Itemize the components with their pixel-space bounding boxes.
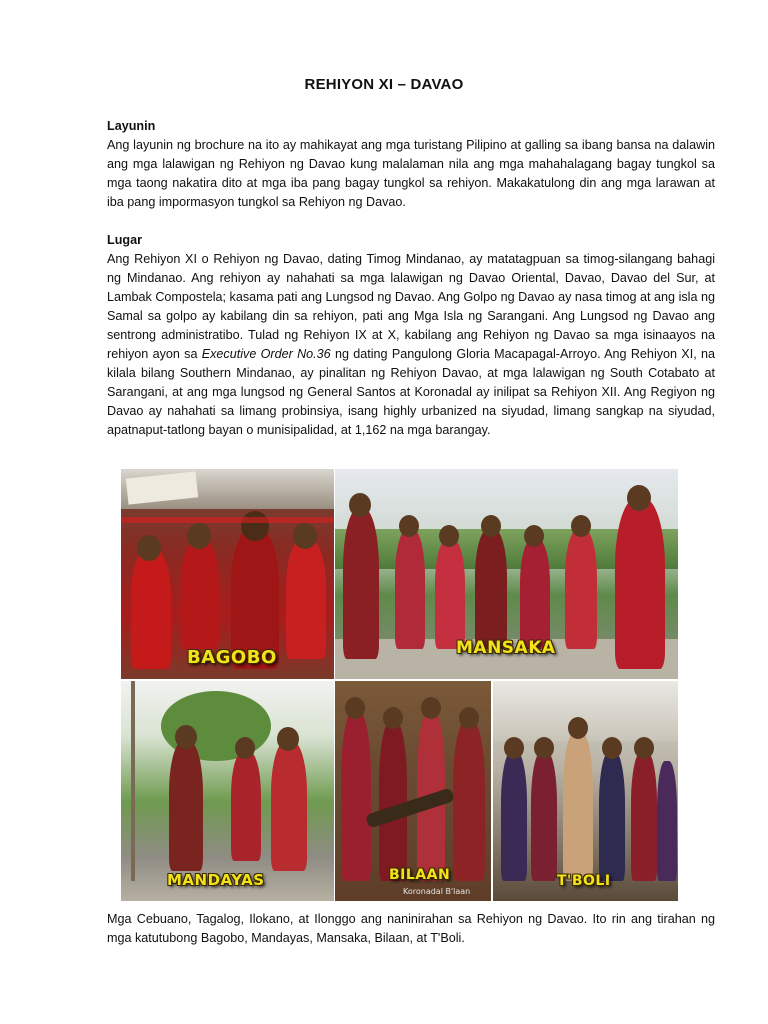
bagobo-caption: BAGOBO — [187, 647, 277, 668]
layunin-paragraph: Ang layunin ng brochure na ito ay mahikayat ang mga turistang Pilipino at galling sa ibang bansa na dalawin ang mga lalawigan ng Rehiyon ng Davao kung malalaman nila ang mga mahahalagang bagay tungkol sa mga taong nakatira dito at mga iba pang bagay tungkol sa rehiyon. Makakatulong din ang mga larawan at iba pang impormasyon tungkol sa Rehiyon ng Davao. — [107, 138, 715, 209]
tribes-photo-collage — [121, 469, 678, 901]
layunin-heading: Layunin — [107, 119, 156, 133]
bilaan-photo-watermark: Koronadal B'laan — [403, 887, 471, 896]
mansaka-photo — [335, 469, 678, 679]
lugar-text-part2: ng dating Pangulong Gloria Macapagal-Arroyo. Ang Rehiyon XI, na kilala bilang Southern Mindanao, ay pinalitan ng Rehiyon Davao, at mga lalawigan ng South Cotabato at Sarangani, at ang mga lungsod ng General Santos at Koronadal ay inilipat sa Rehiyon XII. Ang Regiyon ng Davao ay nahahati sa limang probinsiya, isang highly urbanized na siyudad, limang sangkap na siyudad, apatnaput-tatlong bayan o munisipalidad, at 1,162 na mga barangay. — [107, 347, 715, 437]
bilaan-photo — [335, 681, 491, 901]
lugar-text-part1: Ang Rehiyon XI o Rehiyon ng Davao, dating Timog Mindanao, ay matatagpuan sa timog-silangang bahagi ng Mindanao. Ang rehiyon ay nahahati sa mga lalawigan ng Davao Oriental, Davao, Davao del Sur, at Lambak Compostela; kasama pati ang Lungsod ng Davao. Ang Golpo ng Davao ay nasa timog at ang isla ng Samal sa golpo ay kabilang din sa rehiyon, pati ang Mga Isla ng Sarangani. Ang Lungsod ng Davao ang sentrong administratibo. Tulad ng Rehiyon IX at X, kabilang ang Rehiyon ng Davao sa mga isinaayos na rehiyon ayon sa — [107, 252, 715, 361]
bilaan-caption: BILAAN — [389, 867, 451, 883]
lugar-heading: Lugar — [107, 233, 142, 247]
mandayas-caption: MANDAYAS — [167, 871, 265, 889]
mandayas-photo — [121, 681, 334, 901]
tboli-caption: T'BOLI — [557, 873, 611, 889]
bagobo-photo — [121, 469, 334, 679]
lugar-paragraph — [107, 250, 715, 440]
tboli-photo — [493, 681, 678, 901]
layunin-section — [107, 117, 715, 212]
closing-paragraph: Mga Cebuano, Tagalog, Ilokano, at Ilonggo ang naninirahan sa Rehiyon ng Davao. Ito rin ang tirahan ng mga katutubong Bagobo, Mandayas, Mansaka, Bilaan, at T'Boli. — [107, 912, 715, 945]
executive-order-reference: Executive Order No.36 — [201, 347, 331, 361]
mansaka-caption: MANSAKA — [456, 638, 556, 658]
page-title: REHIYON XI – DAVAO — [304, 76, 464, 93]
lugar-section — [107, 231, 715, 440]
